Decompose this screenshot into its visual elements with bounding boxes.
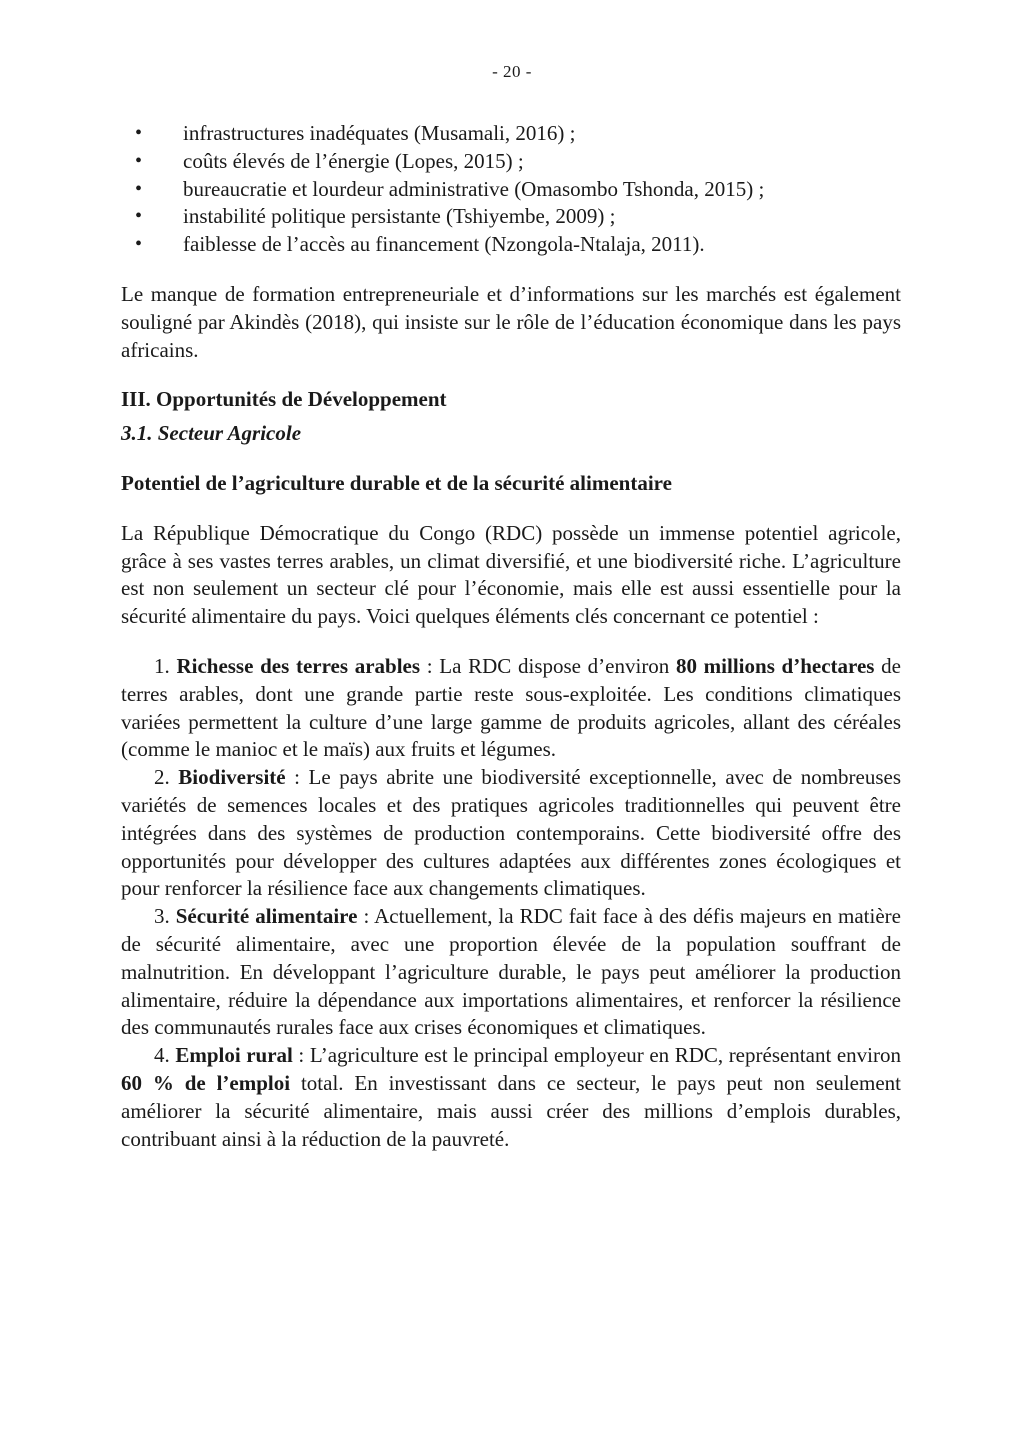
list-item: [121, 148, 901, 176]
bullet-icon: •: [135, 122, 143, 144]
list-item: [121, 176, 901, 204]
item-separator: :: [420, 653, 440, 678]
page-content: [121, 120, 901, 1153]
numbered-item: [121, 1042, 901, 1153]
item-text: Le pays abrite une biodiversité exceptionnelle, avec de nombreuses variétés de semences locales et des pratiques agricoles traditionnelles qui peuvent être intégrées dans des systèmes de production contemporains. Cette biodiversité offre des opportunités pour développer des cultures adaptées aux différentes zones écologiques et pour renforcer la résilience face aux changements climatiques.: [121, 765, 902, 901]
item-text-continued: de terres arables, dont une grande partie reste sous-exploitée. Les conditions climatiques variées permettent la culture d’une large gamme de produits agricoles, allant des céréales (comme le manioc et le maïs) aux fruits et légumes.: [121, 653, 901, 762]
section-heading: III. Opportunités de Développement: [121, 387, 447, 412]
item-number: 3.: [154, 904, 170, 929]
item-text: Actuellement, la RDC fait face à des défis majeurs en matière de sécurité alimentaire, avec une proportion élevée de la population souffrant de malnutrition. En développant l’agriculture durable, le pays peut améliorer la production alimentaire, réduire la dépendance aux importations alimentaires, et renforcer la résilience des communautés rurales face aux crises économiques et climatiques.: [121, 904, 901, 1040]
list-item: [121, 203, 901, 231]
numbered-item: [121, 903, 901, 1042]
bullet-icon: •: [135, 233, 143, 256]
paragraph-intro: La République Démocratique du Congo (RDC) possède un immense potentiel agricole, grâce à ses vastes terres arables, un climat diversifié, et une biodiversité riche. L’agriculture est non seulement un secteur clé pour l’économie, mais elle est aussi essentielle pour la sécurité alimentaire du pays. Voici quelques éléments clés concernant ce potentiel :: [121, 520, 901, 629]
constraints-list: [121, 120, 901, 259]
item-title: Richesse des terres arables: [176, 653, 421, 678]
item-title: Biodiversité: [178, 765, 286, 790]
item-separator: :: [357, 904, 375, 929]
topic-heading: Potentiel de l’agriculture durable et de la sécurité alimentaire: [121, 470, 672, 495]
numbered-item: [121, 653, 901, 764]
item-number: 1.: [154, 653, 170, 678]
paragraph-training: Le manque de formation entrepreneuriale et d’informations sur les marchés est également souligné par Akindès (2018), qui insiste sur le rôle de l’éducation économique dans les pays africains.: [121, 281, 901, 362]
list-item: [121, 120, 901, 148]
bullet-icon: •: [135, 149, 143, 172]
bullet-icon: •: [135, 177, 143, 200]
list-item-text: instabilité politique persistante (Tshiyembe, 2009) ;: [183, 204, 616, 229]
item-separator: :: [292, 1043, 310, 1068]
numbered-item: [121, 764, 901, 903]
list-item-text: bureaucratie et lourdeur administrative (Omasombo Tshonda, 2015) ;: [183, 176, 765, 201]
item-number: 2.: [154, 765, 170, 790]
item-title: Sécurité alimentaire: [175, 904, 358, 929]
potential-points-list: [121, 653, 901, 1153]
subsection-heading: 3.1. Secteur Agricole: [121, 421, 302, 446]
item-number: 4.: [154, 1043, 170, 1068]
item-text-continued: total. En investissant dans ce secteur, le pays peut non seulement améliorer la sécurité alimentaire, mais aussi créer des millions d’emplois durables, contribuant ainsi à la réduction de la pauvreté.: [121, 1070, 901, 1151]
item-highlight: 60 % de l’emploi: [121, 1070, 291, 1095]
item-highlight: 80 millions d’hectares: [676, 653, 875, 678]
page-number: - 20 -: [492, 62, 532, 81]
list-item-text: coûts élevés de l’énergie (Lopes, 2015) ;: [183, 148, 524, 173]
item-title: Emploi rural: [175, 1043, 293, 1068]
item-text: La RDC dispose d’environ: [439, 653, 676, 678]
list-item-text: faiblesse de l’accès au financement (Nzongola-Ntalaja, 2011).: [183, 232, 705, 257]
bullet-icon: •: [135, 205, 143, 228]
list-item-text: infrastructures inadéquates (Musamali, 2016) ;: [183, 121, 576, 145]
list-item: [121, 231, 901, 259]
item-separator: :: [285, 765, 309, 790]
item-text: L’agriculture est le principal employeur en RDC, représentant environ: [309, 1043, 901, 1068]
